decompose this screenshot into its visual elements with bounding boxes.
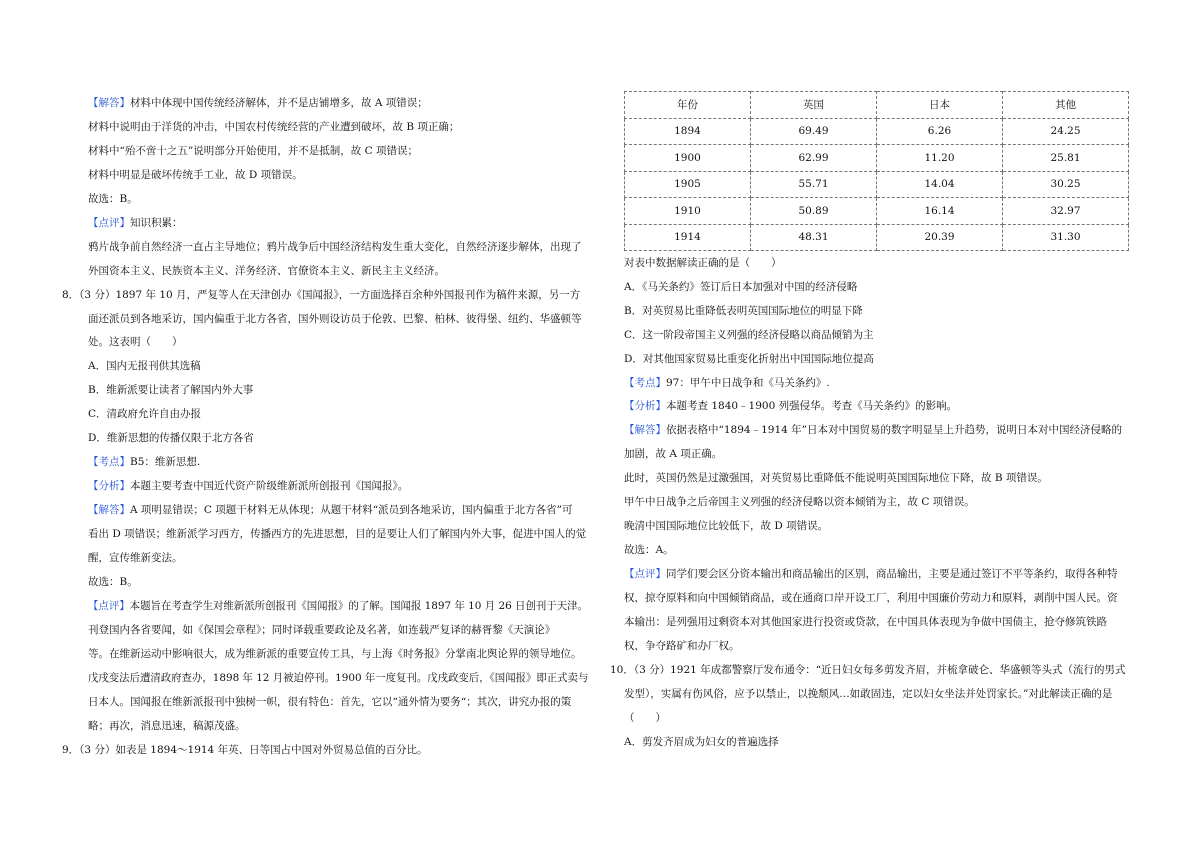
q8-analysis-line bbox=[88, 479, 408, 493]
q9-answer-line bbox=[624, 423, 1122, 437]
table-cell: 25.81 bbox=[1003, 145, 1129, 172]
table-cell: 55.71 bbox=[751, 171, 877, 198]
table-cell: 69.49 bbox=[751, 118, 877, 145]
q9-stem-line-1: 9．（3 分）如表是 1894～1914 年英、日等国占中国对外贸易总值的百分比。 bbox=[62, 744, 428, 756]
answer-tag: 【解答】 bbox=[88, 97, 130, 109]
analysis-text: 本题主要考查中国近代资产阶级维新派所创报刊《国闻报》。 bbox=[130, 480, 409, 492]
table-cell: 62.99 bbox=[751, 145, 877, 172]
answer-text: 依据表格中“1894﹣1914 年”日本对中国贸易的数字明显呈上升趋势，说明日本对中国经济侵略的 bbox=[666, 424, 1123, 436]
q8-stem-line-2: 面还派员到各地采访，国内偏重于北方各省，国外则设访员于伦敦、巴黎、柏林、彼得堡、纽约、华盛顿等 bbox=[88, 313, 582, 325]
q7-review-line-3: 外国资本主义、民族资本主义、洋务经济、官僚资本主义、新民主主义经济。 bbox=[88, 265, 445, 277]
q8-stem-line-1: 8．（3 分）1897 年 10 月，严复等人在天津创办《国闻报》，一方面选择百余种外国报刊作为稿件来源，另一方 bbox=[62, 289, 581, 301]
q8-option-c: C．清政府允许自由办报 bbox=[88, 408, 202, 420]
q8-review-line-6: 略；再次，消息迅速，稿源茂盛。 bbox=[88, 720, 246, 732]
analysis-tag: 【分析】 bbox=[624, 400, 666, 412]
q8-review-line-4: 戊戌变法后遭清政府查办，1898 年 12 月被迫停刊。1900 年一度复刊。戊戌政变后，《国闻报》即正式卖与 bbox=[88, 672, 589, 684]
answer-tag: 【解答】 bbox=[88, 504, 130, 516]
answer-text: 材料中体现中国传统经济解体，并不是店铺增多，故 A 项错误； bbox=[130, 97, 428, 109]
table-cell: 24.25 bbox=[1003, 118, 1129, 145]
q8-option-d: D．维新思想的传播仅限于北方各省 bbox=[88, 432, 254, 444]
table-cell: 16.14 bbox=[877, 198, 1003, 225]
q10-stem-line-3: （ ） bbox=[624, 712, 666, 724]
review-tag: 【点评】 bbox=[88, 217, 130, 229]
q9-option-d: D．对其他国家贸易比重变化折射出中国国际地位提高 bbox=[624, 353, 874, 365]
q10-stem-line-1: 10．（3 分）1921 年成都警察厅发布通令：“近日妇女每多剪发齐眉，并梳拿破仑、华盛顿等头式（流行的男式 bbox=[610, 664, 1126, 676]
q9-answer-line-4: 甲午中日战争之后帝国主义列强的经济侵略以资本倾销为主，故 C 项错误。 bbox=[624, 496, 975, 508]
header-others: 其他 bbox=[1003, 92, 1129, 119]
table-row bbox=[625, 145, 1129, 172]
q8-option-a: A．国内无报刊供其选稿 bbox=[88, 360, 201, 372]
point-text: B5：维新思想. bbox=[130, 456, 201, 468]
answer-tag: 【解答】 bbox=[624, 424, 666, 436]
point-tag: 【考点】 bbox=[88, 456, 130, 468]
header-britain: 英国 bbox=[751, 92, 877, 119]
review-text: 本题旨在考查学生对维新派所创报刊《国闻报》的了解。国闻报 1897 年 10 月 26 日创刊于天津。 bbox=[129, 600, 588, 612]
table-cell: 1905 bbox=[625, 171, 751, 198]
q9-answer-line-2: 加剧，故 A 项正确。 bbox=[624, 448, 723, 460]
q8-review-line-5: 日本人。国闻报在维新派报刊中独树一帜，很有特色：首先，它以“通外情为要务“；其次，讲究办报的策 bbox=[88, 696, 572, 708]
q8-answer-line-2: 看出 D 项错误；维新派学习西方，传播西方的先进思想，目的是要让人们了解国内外大事，促进中国人的觉 bbox=[88, 528, 587, 540]
q7-review-line bbox=[88, 216, 183, 230]
q9-review-line bbox=[624, 567, 1118, 581]
table-row bbox=[625, 118, 1129, 145]
table-cell: 48.31 bbox=[751, 224, 877, 251]
q9-analysis-line bbox=[624, 399, 957, 413]
table-cell: 50.89 bbox=[751, 198, 877, 225]
q7-review-line-2: 鸦片战争前自然经济一直占主导地位；鸦片战争后中国经济结构发生重大变化，自然经济逐步解体，出现了 bbox=[88, 241, 582, 253]
q8-answer-line bbox=[88, 503, 573, 517]
review-tag: 【点评】 bbox=[88, 600, 130, 612]
q9-answer-line-3: 此时，英国仍然是过激强国，对英贸易比重降低不能说明英国国际地位下降，故 B 项错误。 bbox=[624, 472, 1048, 484]
q8-review-line bbox=[88, 599, 588, 613]
analysis-text: 本题考查 1840﹣1900 列强侵华。考查《马关条约》的影响。 bbox=[666, 400, 958, 412]
table-cell: 20.39 bbox=[877, 224, 1003, 251]
table-row bbox=[625, 224, 1129, 251]
q9-option-c: C．这一阶段帝国主义列强的经济侵略以商品倾销为主 bbox=[624, 329, 874, 341]
trade-share-table bbox=[624, 91, 1129, 251]
q8-option-b: B．维新派要让读者了解国内外大事 bbox=[88, 384, 254, 396]
q9-point-line bbox=[624, 376, 830, 390]
table-cell: 1914 bbox=[625, 224, 751, 251]
analysis-tag: 【分析】 bbox=[88, 480, 130, 492]
q9-option-b: B．对英贸易比重降低表明英国国际地位的明显下降 bbox=[624, 305, 863, 317]
q7-answer-line-2: 材料中说明由于洋货的冲击，中国农村传统经营的产业遭到破坏，故 B 项正确； bbox=[88, 121, 460, 133]
q9-option-a: A．《马关条约》签订后日本加强对中国的经济侵略 bbox=[624, 281, 858, 293]
q9-review-line-3: 本输出：是列强用过剩资本对其他国家进行投资或贷款，在中国具体表现为争做中国债主，抢夺修筑铁路 bbox=[624, 616, 1107, 628]
q9-review-line-2: 权，掠夺原料和向中国倾销商品，或在通商口岸开设工厂，利用中国廉价劳动力和原料，剥削中国人民。资 bbox=[624, 592, 1118, 604]
table-row bbox=[625, 198, 1129, 225]
table-cell: 1894 bbox=[625, 118, 751, 145]
table-header-row bbox=[625, 92, 1129, 119]
q7-choice: 故选：B。 bbox=[88, 193, 138, 205]
q9-review-line-4: 权，争夺路矿和办厂权。 bbox=[624, 640, 740, 652]
review-tag: 【点评】 bbox=[624, 568, 666, 580]
q9-choice: 故选：A。 bbox=[624, 544, 674, 556]
q7-answer-line bbox=[88, 96, 428, 110]
answer-text: A 项明显错误；C 项题干材料无从体现；从题干材料“派员到各地采访，国内偏重于北方各省”可 bbox=[130, 504, 573, 516]
q7-answer-line-3: 材料中“殆不啻十之五”说明部分开始使用，并不是抵制，故 C 项错误； bbox=[88, 145, 418, 157]
q9-answer-line-5: 晚清中国国际地位比较低下，故 D 项错误。 bbox=[624, 520, 829, 532]
table-row bbox=[625, 171, 1129, 198]
table-cell: 11.20 bbox=[877, 145, 1003, 172]
point-tag: 【考点】 bbox=[624, 377, 666, 389]
q9-stem-line-2: 对表中数据解读正确的是（ ） bbox=[624, 257, 782, 269]
header-japan: 日本 bbox=[877, 92, 1003, 119]
table-cell: 1900 bbox=[625, 145, 751, 172]
table-cell: 14.04 bbox=[877, 171, 1003, 198]
table-cell: 30.25 bbox=[1003, 171, 1129, 198]
q8-review-line-3: 等。在维新运动中影响很大，成为维新派的重要宣传工具，与上海《时务报》分掌南北舆论界的领导地位。 bbox=[88, 648, 582, 660]
table-cell: 1910 bbox=[625, 198, 751, 225]
q10-option-a: A．剪发齐眉成为妇女的普遍选择 bbox=[624, 736, 779, 748]
q8-answer-line-3: 醒，宣传维新变法。 bbox=[88, 552, 183, 564]
point-text: 97：甲午中日战争和《马关条约》. bbox=[666, 377, 830, 389]
q8-choice: 故选：B。 bbox=[88, 576, 138, 588]
review-text: 知识积累： bbox=[130, 217, 183, 229]
review-text: 同学们要会区分资本输出和商品输出的区别，商品输出，主要是通过签订不平等条约，取得各种特 bbox=[666, 568, 1118, 580]
q8-stem-line-3: 处。这表明（ ） bbox=[88, 336, 183, 348]
header-year: 年份 bbox=[625, 92, 751, 119]
q8-review-line-2: 刊登国内各省要闻，如《保国会章程》；同时译载重要政论及名著，如连载严复译的赫胥黎《天演论》 bbox=[88, 624, 556, 636]
q10-stem-line-2: 发型），实属有伤风俗，应予以禁止，以挽颓风…如敢固违，定以妇女坐法并处罚家长。”对此解读正确的是 bbox=[624, 688, 1113, 700]
q8-point-line bbox=[88, 455, 200, 469]
table-cell: 6.26 bbox=[877, 118, 1003, 145]
table-cell: 31.30 bbox=[1003, 224, 1129, 251]
table-cell: 32.97 bbox=[1003, 198, 1129, 225]
q7-answer-line-4: 材料中明显是破坏传统手工业，故 D 项错误。 bbox=[88, 169, 303, 181]
